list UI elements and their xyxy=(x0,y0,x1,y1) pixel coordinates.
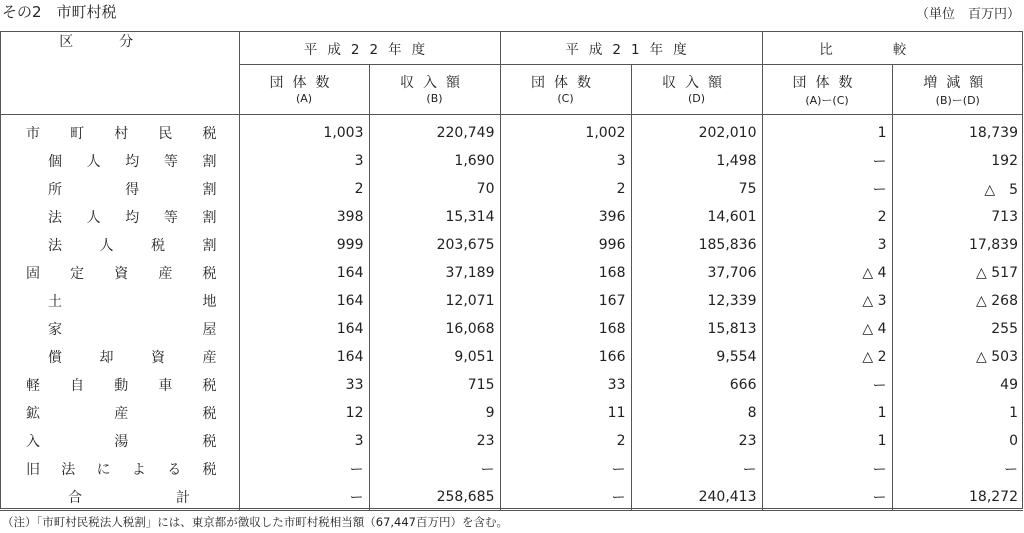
cell-value: 1,003 xyxy=(239,115,369,148)
cell-value: 203,675 xyxy=(369,231,500,259)
cell-value: 33 xyxy=(239,371,369,399)
row-name-label: 法 人 税 割 xyxy=(48,238,217,254)
cell-value: 398 xyxy=(239,203,369,231)
row-name-label: 法 人 均 等 割 xyxy=(48,210,217,226)
row-name-label: 固 定 資 産 税 xyxy=(26,266,217,282)
table-row xyxy=(0,483,1023,511)
cell-value: ー xyxy=(762,483,892,511)
row-name-label: 旧 法 に よ る 税 xyxy=(26,462,217,478)
cell-value: 0 xyxy=(1009,433,1018,449)
cell-value: 12 xyxy=(239,399,369,427)
tax-table xyxy=(0,31,1023,511)
cell-value: 9 xyxy=(369,399,500,427)
row-name xyxy=(0,371,239,399)
table-row xyxy=(0,455,1023,483)
cell-value: 15,813 xyxy=(631,315,762,343)
cell-value: 23 xyxy=(369,427,500,455)
cell-value: 1,002 xyxy=(500,115,631,148)
cell-value: 49 xyxy=(1000,377,1018,393)
col-header: 団体数 (A)ー(C) xyxy=(762,65,892,115)
cell-value: ー xyxy=(1004,462,1018,478)
cell-value: ー xyxy=(762,147,892,175)
cell-value: 12,071 xyxy=(369,287,500,315)
table-row xyxy=(0,343,1023,371)
cell-value: 3 xyxy=(762,231,892,259)
cell-value: 3 xyxy=(239,427,369,455)
col-header: 団体数 (A) xyxy=(239,65,369,115)
cell-value: 9,051 xyxy=(369,343,500,371)
cell-value: 168 xyxy=(500,259,631,287)
cell-value: 2 xyxy=(762,203,892,231)
cell-value: 14,601 xyxy=(631,203,762,231)
cell-value: 220,749 xyxy=(369,115,500,148)
row-name xyxy=(0,115,239,148)
cell-value: 258,685 xyxy=(369,483,500,511)
cell-value: 1 xyxy=(762,115,892,148)
row-name-label: 合 計 xyxy=(68,489,190,506)
group-header-h22: 平成22年度 xyxy=(239,31,500,65)
cell-value: 168 xyxy=(500,315,631,343)
cell-value: ー xyxy=(369,455,500,483)
row-name xyxy=(0,427,239,455)
cell-value: 255 xyxy=(991,321,1018,337)
row-name xyxy=(0,315,239,343)
row-name-label: 家 屋 xyxy=(48,322,217,338)
cell-value: 17,839 xyxy=(969,237,1018,253)
cell-value: 2 xyxy=(500,427,631,455)
cell-value: ー xyxy=(500,483,631,511)
cell-value: 18,272 xyxy=(892,483,1023,511)
cell-value: 37,706 xyxy=(631,259,762,287)
row-name-label: 償 却 資 産 xyxy=(48,350,217,366)
group-header-comparison: 比較 xyxy=(762,31,1023,65)
cell-value: 202,010 xyxy=(631,115,762,148)
row-name xyxy=(0,343,239,371)
cell-value: 666 xyxy=(631,371,762,399)
cell-value: 164 xyxy=(239,259,369,287)
cell-value: 18,739 xyxy=(969,125,1018,141)
cell-value: 2 xyxy=(239,175,369,203)
row-name xyxy=(0,203,239,231)
table-row xyxy=(0,287,1023,315)
cell-value: 1 xyxy=(762,427,892,455)
cell-value: 166 xyxy=(500,343,631,371)
cell-value: 996 xyxy=(500,231,631,259)
col-header: 収入額 (B) xyxy=(369,65,500,115)
cell-value: 713 xyxy=(991,209,1018,225)
cell-value: ー xyxy=(631,455,762,483)
footnote: （注）「市町村民税法人税割」には、東京都が徴収した市町村税相当額（67,447百万円）を含む。 xyxy=(2,515,508,529)
cell-value: 15,314 xyxy=(369,203,500,231)
cell-value: 75 xyxy=(631,175,762,203)
cell-value: ー xyxy=(239,483,369,511)
cell-value: 999 xyxy=(239,231,369,259)
row-name xyxy=(0,399,239,427)
group-header-h21: 平成21年度 xyxy=(500,31,762,65)
table-row xyxy=(0,175,1023,203)
cell-value: 396 xyxy=(500,203,631,231)
table-row xyxy=(0,115,1023,148)
row-name-label: 入 湯 税 xyxy=(26,434,217,450)
cell-value: 164 xyxy=(239,343,369,371)
cell-value: 1 xyxy=(762,399,892,427)
cell-value: ー xyxy=(500,455,631,483)
cell-value: 3 xyxy=(500,147,631,175)
cell-value: 167 xyxy=(500,287,631,315)
table-row xyxy=(0,371,1023,399)
table-row xyxy=(0,203,1023,231)
cell-value: 37,189 xyxy=(369,259,500,287)
cell-value: △ 4 xyxy=(762,315,892,343)
row-name-label: 鉱 産 税 xyxy=(26,406,217,422)
cell-value: △ 517 xyxy=(976,265,1018,281)
col-header: 増減額 (B)ー(D) xyxy=(892,65,1023,115)
col-header: 団体数 (C) xyxy=(500,65,631,115)
table-row xyxy=(0,259,1023,287)
page-title: その2 市町村税 xyxy=(2,3,117,21)
cell-value: ー xyxy=(762,371,892,399)
cell-value: 240,413 xyxy=(631,483,762,511)
cell-value: △ 4 xyxy=(762,259,892,287)
cell-value: 11 xyxy=(500,399,631,427)
row-name-label: 土 地 xyxy=(48,294,217,310)
col-header: 収入額 (D) xyxy=(631,65,762,115)
cell-value: 1,498 xyxy=(631,147,762,175)
row-name-label: 市 町 村 民 税 xyxy=(26,126,217,142)
cell-value: ー xyxy=(762,455,892,483)
cell-value: 2 xyxy=(500,175,631,203)
cell-value: 12,339 xyxy=(631,287,762,315)
cell-value: 16,068 xyxy=(369,315,500,343)
table-row xyxy=(0,399,1023,427)
row-name-label: 軽 自 動 車 税 xyxy=(26,378,217,394)
cell-value: 1,690 xyxy=(369,147,500,175)
row-name-label: 所 得 割 xyxy=(48,182,217,198)
cell-value: △ 503 xyxy=(976,349,1018,365)
cell-value: 715 xyxy=(369,371,500,399)
cell-value: 9,554 xyxy=(631,343,762,371)
cell-value: 164 xyxy=(239,287,369,315)
row-name xyxy=(0,147,239,175)
table-row xyxy=(0,427,1023,455)
cell-value: 164 xyxy=(239,315,369,343)
row-name xyxy=(0,259,239,287)
row-name-label: 個 人 均 等 割 xyxy=(48,154,217,170)
cell-value: 1 xyxy=(1009,405,1018,421)
row-name xyxy=(0,483,239,511)
cell-value: 192 xyxy=(991,153,1018,169)
unit-label: （単位 百万円） xyxy=(915,7,1020,22)
row-name xyxy=(0,455,239,483)
cell-value: △ 3 xyxy=(762,287,892,315)
cell-value: 185,836 xyxy=(631,231,762,259)
row-name xyxy=(0,231,239,259)
cell-value: △ 268 xyxy=(976,293,1018,309)
row-name xyxy=(0,287,239,315)
cell-value: 33 xyxy=(500,371,631,399)
table-row xyxy=(0,147,1023,175)
cell-value: 23 xyxy=(631,427,762,455)
header-bar xyxy=(0,0,1024,24)
row-name xyxy=(0,175,239,203)
cell-value: ー xyxy=(239,455,369,483)
cell-value: ー xyxy=(762,175,892,203)
cell-value: 3 xyxy=(239,147,369,175)
cell-value: △ 2 xyxy=(762,343,892,371)
cell-value: 70 xyxy=(369,175,500,203)
cell-value: 8 xyxy=(631,399,762,427)
table-row xyxy=(0,315,1023,343)
table-row xyxy=(0,231,1023,259)
kubun-header: 区分 xyxy=(0,31,239,115)
cell-value: △ 5 xyxy=(984,182,1018,198)
